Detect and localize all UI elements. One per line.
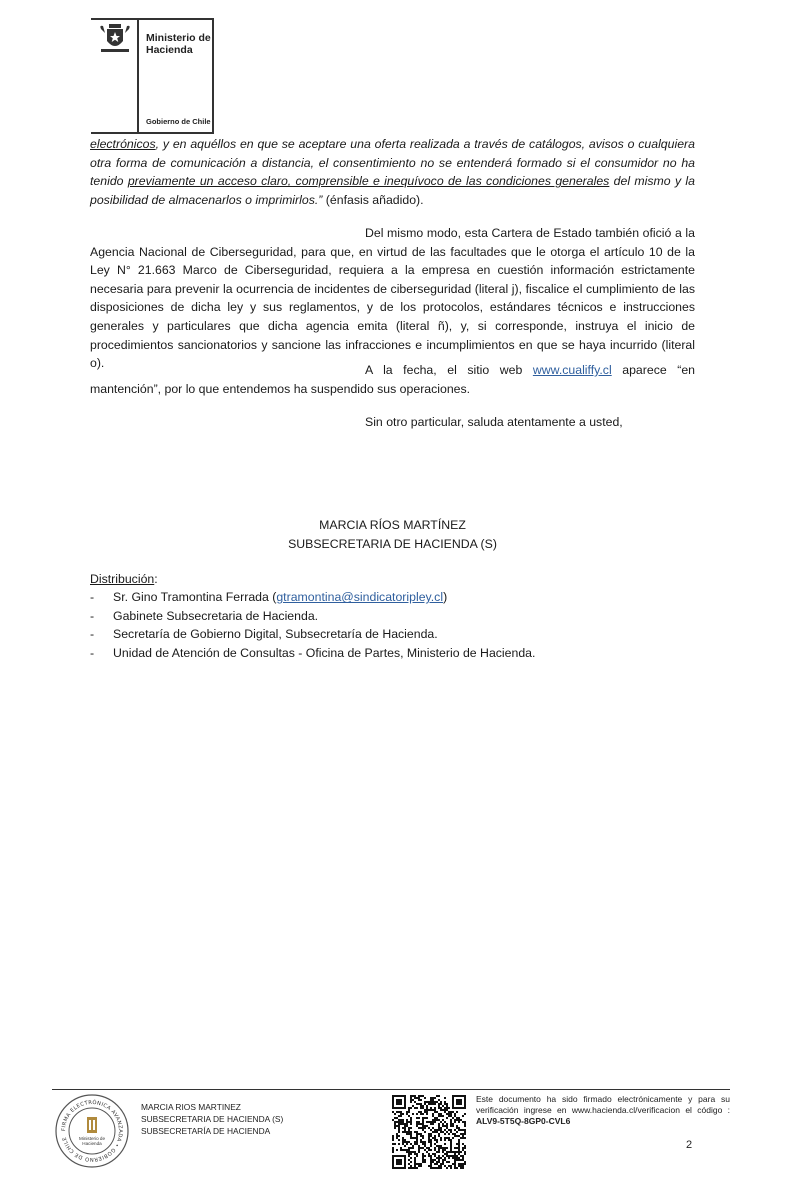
signer-title: SUBSECRETARIA DE HACIENDA (S) <box>288 536 497 551</box>
ministry-name-line1: Ministerio de <box>146 32 211 44</box>
ministry-name <box>146 32 211 56</box>
footer-signer-info <box>141 1102 283 1137</box>
ciberseguridad-paragraph <box>90 224 695 373</box>
signer-name: MARCIA RÍOS MARTÍNEZ <box>319 518 466 532</box>
list-dash: - <box>90 590 95 605</box>
signature-block <box>90 516 695 553</box>
website-status-paragraph <box>90 361 695 398</box>
list-dash: - <box>90 645 95 660</box>
coat-of-arms-icon <box>97 23 133 55</box>
list-item <box>90 588 695 606</box>
verification-code: ALV9-5T5Q-8GP0-CVL6 <box>476 1116 571 1126</box>
item-text: Gabinete Subsecretaria de Hacienda. <box>113 608 319 623</box>
ministry-name-line2: Hacienda <box>146 44 193 56</box>
verification-notice <box>476 1094 730 1127</box>
footer-divider <box>52 1089 730 1090</box>
website-status-before: A la fecha, el sitio web <box>365 363 533 377</box>
quote-underlined-phrase: previamente un acceso claro, comprensible e inequívoco de las condiciones generales <box>127 174 610 189</box>
list-item <box>90 607 695 625</box>
closing-line: Sin otro particular, saluda atentamente a usted, <box>365 415 623 429</box>
email-link[interactable]: gtramontina@sindicatoripley.cl <box>276 590 444 605</box>
item-text: Sr. Gino Tramontina Ferrada ( <box>113 590 277 605</box>
list-item <box>90 644 695 662</box>
item-text: Secretaría de Gobierno Digital, Subsecretaría de Hacienda. <box>113 627 438 642</box>
website-status-after: aparece “en mantención”, por lo que entendemos ha suspendido sus operaciones. <box>90 363 696 396</box>
verification-text: Este documento ha sido firmado electrónicamente y para su verificación ingrese en www.hacienda.cl/verificacion el código : <box>476 1094 730 1115</box>
website-link[interactable]: www.cualiffy.cl <box>532 363 612 377</box>
emphasis-note: (énfasis añadido). <box>322 192 424 207</box>
electronic-signature-seal-icon <box>54 1093 130 1169</box>
distribution-heading <box>90 570 695 588</box>
distribution-list <box>90 570 695 662</box>
seal-center-line2: Hacienda <box>82 1141 102 1146</box>
list-dash: - <box>90 627 95 642</box>
logo-emblem-panel <box>91 20 139 132</box>
seal-center-line1: Ministerio de <box>78 1136 106 1141</box>
ministry-logo <box>91 18 214 134</box>
quote-part1: , y en aquéllos en que se aceptare una oferta realizada a través de catálogos, avisos o cualquiera otra forma de comunicación a distancia, el consentimiento no se entenderá formado si el consumidor no ha tenido <box>90 137 695 189</box>
quote-underlined-start: electrónicos <box>90 137 156 151</box>
distribution-title: Distribución <box>90 572 155 586</box>
list-item <box>90 625 695 643</box>
seal-ring-text: FIRMA ELECTRÓNICA AVANZADA • GOBIERNO DE CHILE <box>60 1099 124 1163</box>
distribution-colon: : <box>154 572 158 586</box>
quote-part2: del mismo y la posibilidad de almacenarlos o imprimirlos.” <box>90 174 696 207</box>
government-label: Gobierno de Chile <box>146 117 211 126</box>
page-number: 2 <box>686 1139 693 1151</box>
list-dash: - <box>90 608 95 623</box>
footer-signer-office: SUBSECRETARÍA DE HACIENDA <box>141 1125 271 1136</box>
item-text-end: ) <box>443 590 448 605</box>
footer-signer-name: MARCIA RIOS MARTINEZ <box>141 1102 241 1112</box>
qr-code-icon[interactable] <box>392 1095 466 1169</box>
quoted-paragraph <box>90 135 695 209</box>
footer-signer-title: SUBSECRETARIA DE HACIENDA (S) <box>141 1113 284 1124</box>
ciberseguridad-paragraph-text: Del mismo modo, esta Cartera de Estado también ofició a la Agencia Nacional de Ciberseguridad, para que, en virtud de las facultades que le otorga el artículo 10 de la Ley N° 21.663 Marco de Ciberseguridad, requiera a la empresa en cuestión información estrictamente necesaria para prevenir la ocurrencia de incidentes de ciberseguridad (literal j), fiscalice el cumplimiento de las disposiciones de dicha ley y sus reglamentos, y de los protocolos, estándares técnicos e instrucciones generales y particulares que dicha agencia emita (literal ñ), y, si corresponde, instruya el inicio de procedimientos sancionatorios y sancione las infracciones e incumplimientos en que se haya incurrido (literal o). <box>90 226 695 371</box>
item-text: Unidad de Atención de Consultas - Oficina de Partes, Ministerio de Hacienda. <box>113 645 536 660</box>
